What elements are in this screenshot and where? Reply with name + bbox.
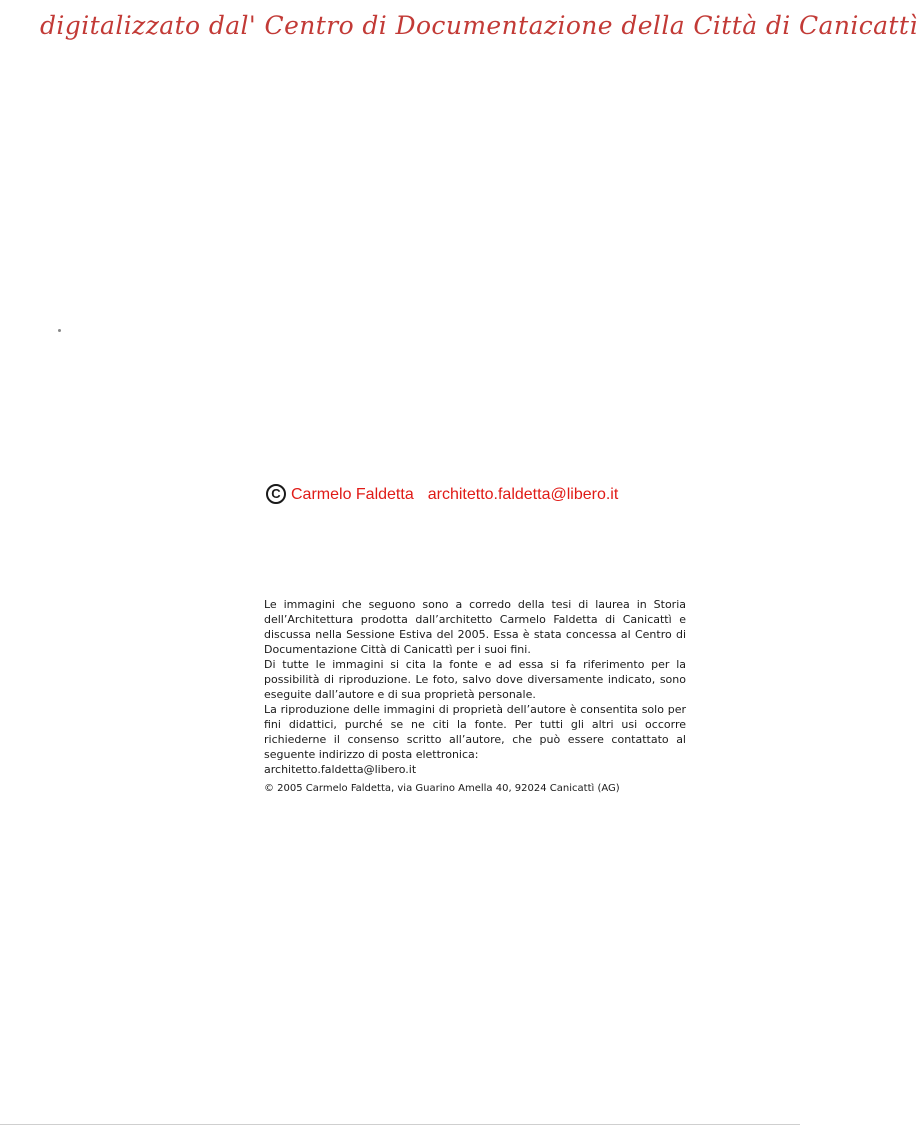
scan-speck — [58, 329, 61, 332]
author-email: architetto.faldetta@libero.it — [427, 486, 619, 503]
copyright-footer: © 2005 Carmelo Faldetta, via Guarino Amella 40, 92024 Canicattì (AG) — [264, 783, 620, 794]
scan-edge-line — [0, 1124, 800, 1125]
author-name: Carmelo Faldetta — [291, 486, 414, 503]
notice-paragraph: Di tutte le immagini si cita la fonte e ad essa si fa riferimento per la possibilità di riproduzione. Le foto, salvo dove diversamente indicato, sono eseguite dall’autore e di sua proprietà personale. — [264, 658, 686, 701]
digitization-watermark: digitalizzato dal' Centro di Documentazione della Città di Canicattì — [40, 11, 918, 40]
notice-paragraph: La riproduzione delle immagini di proprietà dell’autore è consentita solo per fini didattici, purché se ne citi la fonte. Per tutti gli altri usi occorre richiederne il consenso scritto all’autore, che può essere contattato al seguente indirizzo di posta elettronica: — [264, 703, 686, 761]
copyright-line — [266, 482, 686, 512]
usage-notice — [264, 597, 686, 777]
notice-email: architetto.faldetta@libero.it — [264, 763, 417, 776]
notice-paragraph: Le immagini che seguono sono a corredo della tesi di laurea in Storia dell’Architettura prodotta dall’architetto Carmelo Faldetta di Canicattì e discussa nella Sessione Estiva del 2005. Essa è stata concessa al Centro di Documentazione Città di Canicattì per i suoi fini. — [264, 598, 686, 656]
copyright-icon: C — [266, 484, 286, 504]
